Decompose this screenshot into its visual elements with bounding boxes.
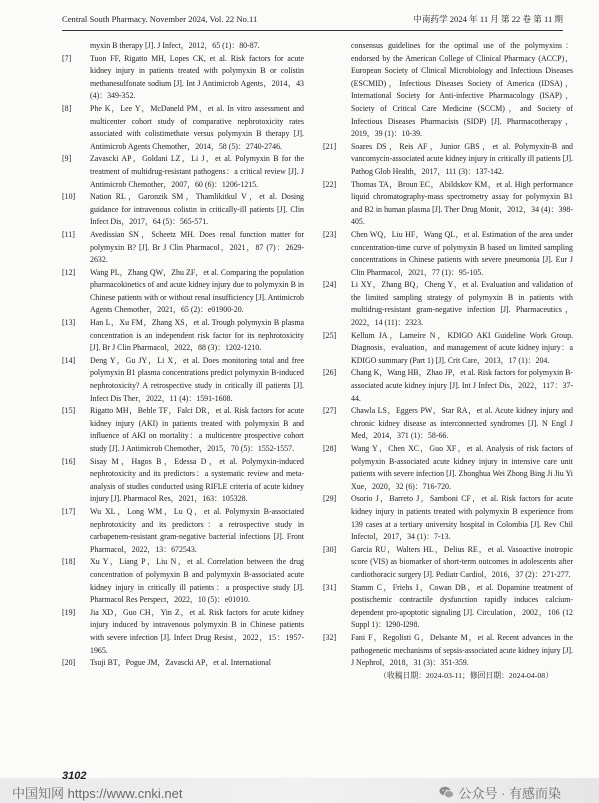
reference-number: [23]: [323, 229, 337, 239]
references-body: [62, 40, 573, 747]
reference-text: Zavascki AP，Goldani LZ，Li J，et al. Polymyxin B for the treatment of multidrug-resistant pathogens：a critical review [J]. J Antimicrob Chemother，2007，60 (6)：1206-1215.: [90, 154, 304, 189]
reference-text: Avedissian SN，Scheetz MH. Does renal function matter for polymyxin B? [J]. Br J Clin Pharmacol，2021，87 (7)：2629-2632.: [90, 229, 304, 265]
cnki-watermark: 中国知网 https://www.cnki.net: [12, 786, 183, 801]
reference-text: Stamm C，Friehs I，Cowan DB，et al. Dopamine treatment of postischemic contractile dysfunction rapidly induces calcium-dependent pro-apoptotic signaling [J]. Circulation，2002，106 (12 Suppl 1)：I290-I298.: [351, 582, 573, 630]
reference-text: Wu XL，Long WM，Lu Q，et al. Polymyxin B-associated nephrotoxicity and its predictors：a retrospective study in carbapenem-resistant gram-negative bacterial infections [J]. Front Pharmacol，2022，13：672543.: [90, 506, 304, 554]
reference-number: [18]: [62, 557, 76, 567]
running-header: [62, 8, 563, 31]
reference-entry: [323, 582, 573, 632]
left-column: [62, 40, 304, 670]
wechat-icon: [439, 786, 454, 799]
reference-number: [22]: [323, 179, 337, 189]
reference-text: Wang PL，Zhang QW，Zhu ZF，et al. Comparing the population pharmacokinetics of and acute kidney injury due to polymyxin B in Chinese patients with or without renal insufficiency [J]. Antimicrob Agents Chemother，2021，65 (2)：e01900-20.: [90, 267, 304, 315]
reference-entry: [323, 632, 573, 670]
journal-header-left: Central South Pharmacy. November 2024, Vol. 22 No.11: [62, 14, 258, 24]
page-number: 3102: [62, 770, 87, 782]
reference-number: [30]: [323, 544, 337, 554]
reference-number: [17]: [62, 506, 76, 516]
reference-entry: [62, 657, 304, 670]
reference-continuation: myxin B therapy [J]. J Infect，2012，65 (1)：80-87.: [90, 41, 260, 50]
reference-number: [10]: [62, 192, 76, 202]
reference-entry: [323, 330, 573, 368]
reference-entry: [323, 141, 573, 179]
reference-number: [12]: [62, 267, 76, 277]
reference-number: [32]: [323, 632, 337, 642]
reference-text: Kellum JA，Lameire N，KDIGO AKI Guideline Work Group. Diagnosis，evaluation，and management of acute kidney injury：a KDIGO summary (Part 1) [J]. Crit Care，2013，17 (1)：204.: [351, 330, 573, 365]
right-column: [323, 40, 573, 682]
reference-number: [21]: [323, 141, 337, 151]
right-reference-list: [323, 141, 573, 670]
reference-entry: [323, 544, 573, 582]
reference-text: Soares DS，Reis AF，Junior GBS，et al. Polymyxin-B and vancomycin-associated acute kidney injury in critically ill patients [J]. Pathog Glob Health，2017，111 (3)：137-142.: [351, 141, 573, 176]
reference-text: Deng Y，Gu JY，Li X，et al. Does monitoring total and free polymyxin B1 plasma concentrations predict polymyxin B-induced nephrotoxicity? A retrospective study in critically ill patients [J]. Infect Dis Ther，2022，11 (4)：1591-1608.: [90, 355, 304, 403]
reference-text: Han L，Xu FM，Zhang XS，et al. Trough polymyxin B plasma concentration is an independent risk factor for its nephrotoxicity [J]. Br J Clin Pharmacol，2022，88 (3)：1202-1210.: [90, 318, 304, 353]
reference-text: Fani F，Regolisti G，Delsante M，et al. Recent advances in the pathogenetic mechanisms of sepsis-associated acute kidney injury [J]. J Nephrol，2018，31 (3)：351-359.: [351, 632, 573, 668]
reference-text: Rigatto MH，Behle TF，Falci DR，et al. Risk factors for acute kidney injury (AKI) in patients treated with polymyxin B and influence of AKI on mortality：a multicentre prospective cohort study [J]. J Antimicrob Chemother，2015，70 (5)：1552-1557.: [90, 406, 304, 453]
reference-entry: [323, 443, 573, 493]
reference-text: Jia XD，Guo CH，Yin Z，et al. Risk factors for acute kidney injury induced by intravenous polymyxin B in Chinese patients with severe infection [J]. Infect Drug Resist，2022，15：1957-1965.: [90, 607, 304, 655]
reference-number: [24]: [323, 280, 337, 290]
reference-number: [11]: [62, 229, 75, 239]
reference-number: [29]: [323, 494, 337, 504]
reference-number: [16]: [62, 456, 76, 466]
reference-number: [14]: [62, 355, 76, 365]
reference-entry: [62, 556, 304, 606]
reference-entry: [62, 607, 304, 657]
reference-text: Nation RL，Garonzik SM，Thamlikitkul V，et al. Dosing guidance for intravenous colistin in critically-ill patients [J]. Clin Infect Dis，2017，64 (5)：565-571.: [90, 192, 304, 227]
reference-entry: [62, 355, 304, 405]
reference-text: Tsuji BT，Pogue JM，Zavascki AP，et al. International: [90, 658, 271, 668]
reference-number: [28]: [323, 444, 337, 453]
page-footer: [0, 770, 599, 803]
reference-entry: [323, 405, 573, 443]
reference-text: Garcia RU，Walters HL，Delius RE，et al. Vasoactive inotropic score (VIS) as biomarker of short-term outcomes in adolescents after cardiothoracic surgery [J]. Pediatr Cardiol，2016，37 (2)：271-277.: [351, 544, 573, 579]
reference-number: [15]: [62, 406, 76, 416]
reference-text: Chawla LS，Eggers PW，Star RA，et al. Acute kidney injury and chronic kidney disease as interconnected syndromes [J]. N Engl J Med，2014，371 (1)：58-66.: [351, 406, 573, 441]
reference-number: [19]: [62, 607, 76, 617]
reference-entry: [323, 179, 573, 229]
left-reference-list: [62, 53, 304, 670]
reference-number: [27]: [323, 406, 337, 416]
reference-entry: [323, 493, 573, 543]
reference-number: [25]: [323, 330, 337, 340]
wechat-watermark: [439, 783, 561, 802]
reference-entry: [62, 317, 304, 355]
reference-text: Xu Y，Liang P，Liu N，et al. Correlation between the drug concentration of polymyxin B and polymyxin B-associated acute kidney injury in critically ill patients：a prospective study [J]. Pharmacol Res Perspect，2022，10 (5)：e01010.: [90, 557, 304, 605]
reference-text: Chen WQ，Liu HF，Wang QL，et al. Estimation of the area under concentration-time curve of polymyxin B based on limited sampling concentrations in Chinese patients with severe pneumonia [J]. Eur J Clin Pharmacol，2021，77 (1)：95-105.: [351, 229, 573, 277]
reference-text: Chang K，Wang HB，Zhao JP，et al. Risk factors for polymyxin B-associated acute kidney injury [J]. Int J Infect Dis，2022，117：37-44.: [351, 368, 573, 403]
reference-entry: [323, 229, 573, 279]
reference-continuation: consensus guidelines for the optimal use of the polymyxins：endorsed by the American College of Clinical Pharmacy (ACCP)，European Society of Clinical Microbiology and Infectious Diseases (ESCMID)，Infectious Diseases Society of America (IDSA)，International Society for Anti-infective Pharmacology (ISAP)，Society of Critical Care Medicine (SCCM)，and Society of Infectious Diseases Pharmacists (SIDP) [J]. Pharmacotherapy，2019，39 (1)：10-39.: [351, 41, 573, 139]
reference-entry: [62, 191, 304, 229]
reference-entry: [62, 456, 304, 506]
reference-entry: [62, 153, 304, 191]
reference-text: Osorio J，Barreto J，Samboni CF，et al. Risk factors for acute kidney injury in patients treated with polymyxin B experience from 139 cases at a tertiary university hospital in Colombia [J]. Rev Chil Infectol，2017，34 (1)：7-13.: [351, 494, 573, 542]
reference-number: [9]: [62, 154, 72, 164]
reference-entry: [62, 267, 304, 317]
reference-entry: [62, 53, 304, 103]
journal-header-right: 中南药学 2024 年 11 月 第 22 卷 第 11 期: [413, 14, 563, 24]
wechat-account-text: 公众号 · 有感而染: [458, 786, 561, 801]
reference-entry: [62, 405, 304, 455]
reference-number: [31]: [323, 582, 337, 592]
reference-text: Sisay M，Hagos B，Edessa D，et al. Polymyxin-induced nephrotoxicity and its predictors：a systematic review and meta-analysis of studies conducted using RIFLE criteria of acute kidney injury [J]. Pharmacol Res，2021，163：105328.: [90, 456, 304, 504]
reference-text: Li XY，Zhang BQ，Cheng Y，et al. Evaluation and validation of the limited sampling strategy of polymyxin B in patients with multidrug-resistant gram-negative infection [J]. Pharmaceutics，2022，14 (11)：2323.: [351, 280, 573, 328]
reference-number: [8]: [62, 103, 72, 113]
reference-number: [20]: [62, 658, 76, 668]
reference-text: Wang Y，Chen XC，Guo XF，et al. Analysis of risk factors of polymyxin B-associated acute kidney injury in intensive care unit patients with severe infection [J]. Zhonghua Wei Zhong Bing Ji Jiu Yi Xue，2020，32 (6)：716-720.: [351, 444, 573, 491]
reference-entry: [323, 279, 573, 329]
reference-text: Tuon FF, Rigatto MH, Lopes CK, et al. Risk factors for acute kidney injury in patients treated with polymyxin B or colistin methanesulfonate sodium [J]. Int J Antimicrob Agents，2014，43 (4)：349-352.: [90, 53, 304, 101]
reference-entry: [62, 229, 304, 267]
reference-text: Thomas TA，Broun EC，Abildskov KM，et al. High performance liquid chromatography-mass spectrometry assay for polymyxin B1 and B2 in human plasma [J]. Ther Drug Monit，2012，34 (4)：398-405.: [351, 179, 573, 227]
reference-number: [13]: [62, 318, 76, 328]
reference-number: [26]: [323, 368, 337, 378]
reference-text: Phe K，Lee Y，McDaneld PM，et al. In vitro assessment and multicenter cohort study of comparative nephrotoxicity rates associated with colistimethate versus polymyxin B therapy [J]. Antimicrob Agents Chemother，2014，58 (5)：2740-2746.: [90, 103, 304, 151]
reference-number: [7]: [62, 53, 72, 63]
reference-entry: [323, 367, 573, 405]
received-revised-dates: （收稿日期：2024-03-11；修回日期：2024-04-08）: [379, 670, 553, 680]
reference-entry: [62, 506, 304, 556]
reference-entry: [62, 103, 304, 153]
